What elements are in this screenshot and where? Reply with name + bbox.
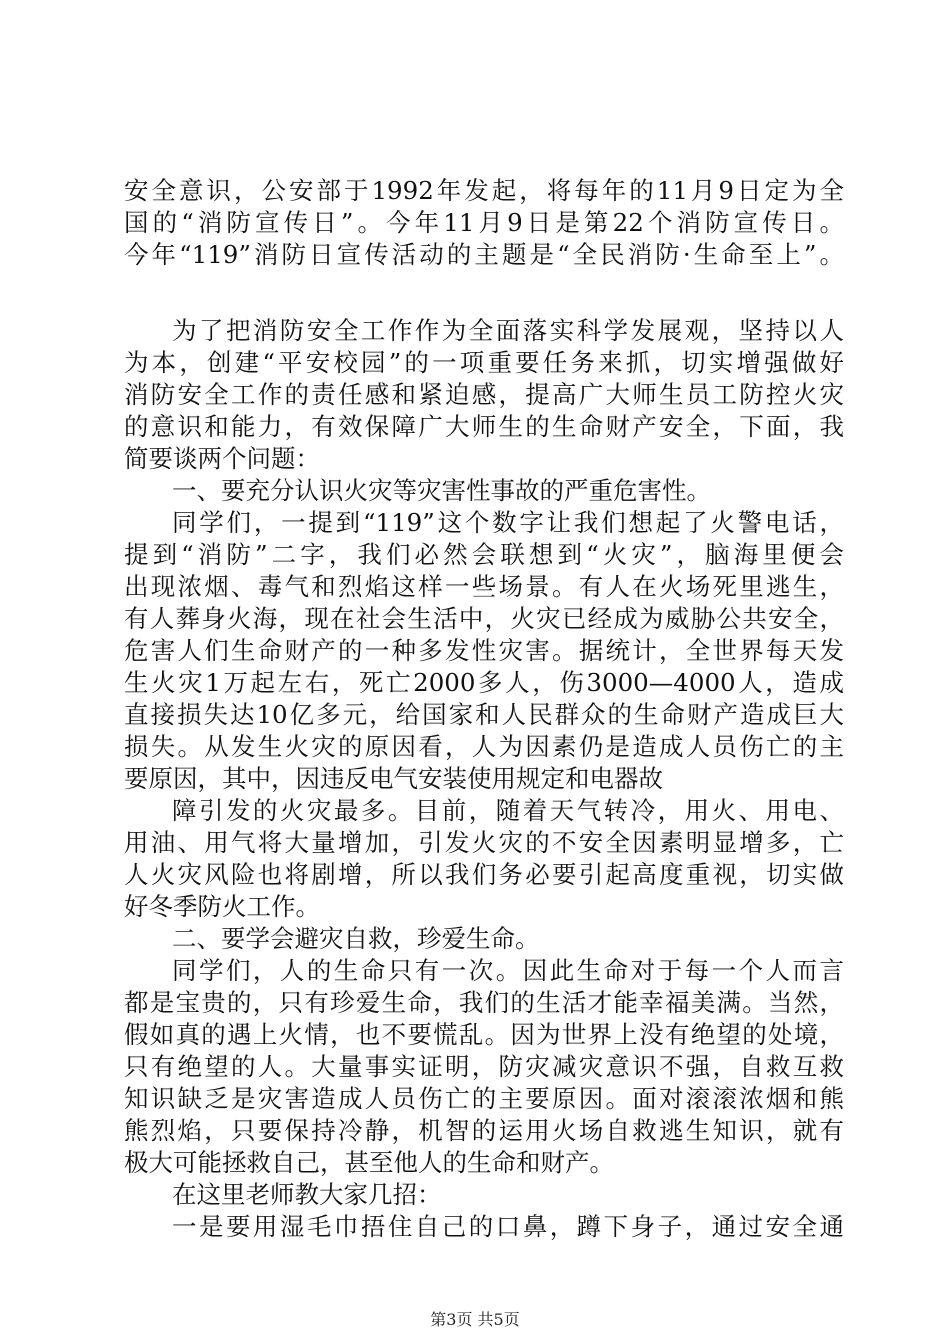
section-heading: 二、要学会避灾自救，珍爱生命。 <box>172 924 540 953</box>
text-line: 都是宝贵的，只有珍爱生命，我们的生活才能幸福美满。当然， <box>124 988 844 1017</box>
text-line: 提到“消防”二字，我们必然会联想到“火灾”，脑海里便会 <box>124 540 844 569</box>
text-line: 直接损失达10亿多元，给国家和人民群众的生命财产造成巨大 <box>124 700 844 729</box>
section-heading: 一、要充分认识火灾等灾害性事故的严重危害性。 <box>172 476 711 505</box>
text-line: 的意识和能力，有效保障广大师生的生命财产安全，下面，我 <box>124 412 844 441</box>
text-line: 障引发的火灾最多。目前，随着天气转冷，用火、用电、 <box>172 796 844 825</box>
text-line: 同学们，人的生命只有一次。因此生命对于每一个人而言 <box>172 956 844 985</box>
text-line: 消防安全工作的责任感和紧迫感，提高广大师生员工防控火灾 <box>124 380 844 409</box>
text-line: 用油、用气将大量增加，引发火灾的不安全因素明显增多，亡 <box>124 828 844 857</box>
page-number-label: 第3页 共5页 <box>430 1310 520 1329</box>
text-line: 损失。从发生火灾的原因看，人为因素仍是造成人员伤亡的主 <box>124 732 844 761</box>
text-line: 一是要用湿毛巾捂住自己的口鼻，蹲下身子，通过安全通 <box>172 1212 844 1241</box>
text-line: 有人葬身火海，现在社会生活中，火灾已经成为威胁公共安全， <box>124 604 844 633</box>
text-line: 危害人们生命财产的一种多发性灾害。据统计，全世界每天发 <box>124 636 844 665</box>
text-line: 为了把消防安全工作作为全面落实科学发展观，坚持以人 <box>172 316 844 345</box>
text-line: 国的“消防宣传日”。今年11月9日是第22个消防宣传日。 <box>124 208 844 237</box>
text-line: 今年“119”消防日宣传活动的主题是“全民消防·生命至上”。 <box>124 240 844 269</box>
text-line: 简要谈两个问题： <box>124 444 320 473</box>
text-line: 要原因，其中，因违反电气安装使用规定和电器故 <box>124 764 663 793</box>
text-line: 好冬季防火工作。 <box>124 892 320 921</box>
text-line: 极大可能拯救自己，甚至他人的生命和财产。 <box>124 1148 614 1177</box>
paragraph-gap <box>124 271 844 315</box>
text-line: 生火灾1万起左右，死亡2000多人，伤3000—4000人，造成 <box>124 668 844 697</box>
text-line: 知识缺乏是灾害造成人员伤亡的主要原因。面对滚滚浓烟和熊 <box>124 1084 844 1113</box>
text-line: 为本，创建“平安校园”的一项重要任务来抓，切实增强做好 <box>124 348 844 377</box>
text-line: 熊烈焰，只要保持冷静，机智的运用火场自救逃生知识，就有 <box>124 1116 844 1145</box>
text-line: 人火灾风险也将剧增，所以我们务必要引起高度重视，切实做 <box>124 860 844 889</box>
text-line: 假如真的遇上火情，也不要慌乱。因为世界上没有绝望的处境， <box>124 1020 844 1049</box>
text-line: 在这里老师教大家几招： <box>172 1180 442 1209</box>
document-body <box>124 175 844 1243</box>
text-line: 同学们，一提到“119”这个数字让我们想起了火警电话， <box>172 508 844 537</box>
text-line: 出现浓烟、毒气和烈焰这样一些场景。有人在火场死里逃生， <box>124 572 844 601</box>
page-footer <box>0 1310 950 1330</box>
text-line: 安全意识，公安部于1992年发起，将每年的11月9日定为全 <box>124 176 844 205</box>
text-line: 只有绝望的人。大量事实证明，防灾减灾意识不强，自救互救 <box>124 1052 844 1081</box>
